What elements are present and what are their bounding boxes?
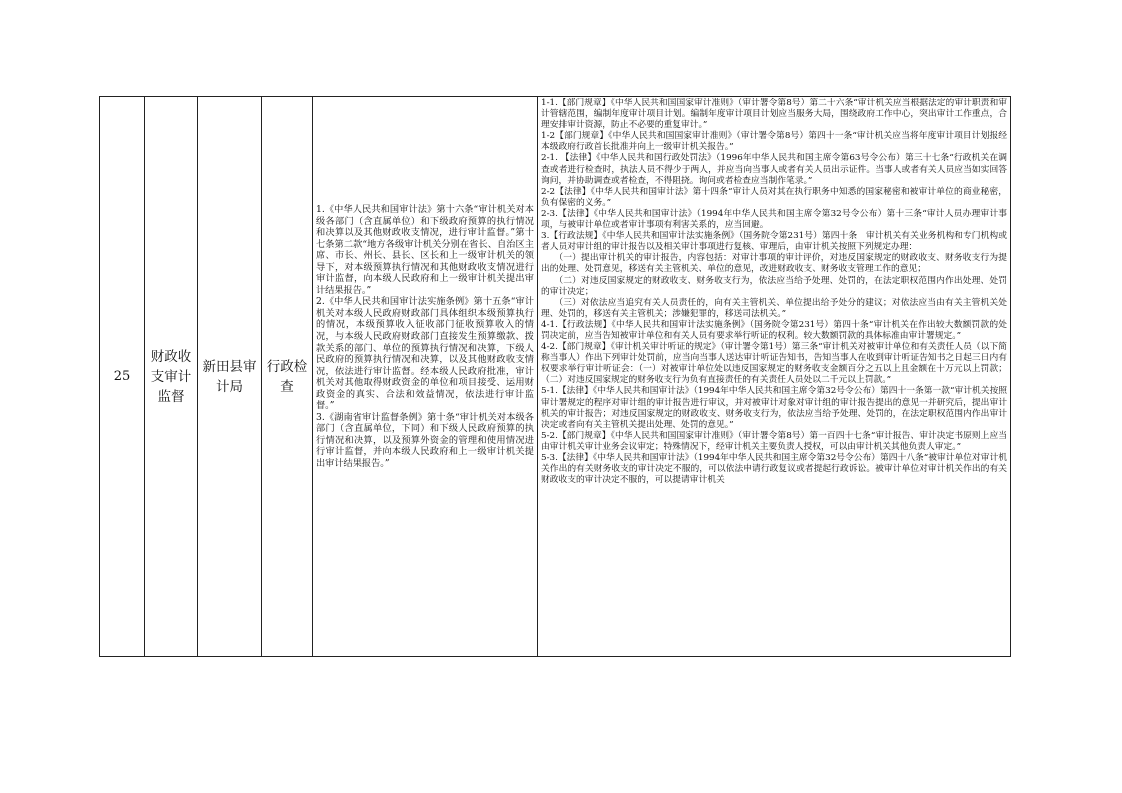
legal-basis-cell	[313, 97, 538, 656]
detail-paragraph: 2-3.【法律】《中华人民共和国审计法》（1994年中华人民共和国主席令第32号令公布）第十三条“审计人员办理审计事项，与被审计单位或者审计事项有利害关系的，应当回避。	[541, 208, 1007, 231]
detail-paragraph: 2-2【法律】《中华人民共和国审计法》第十四条“审计人员对其在执行职务中知悉的国家秘密和被审计单位的商业秘密，负有保密的义务。”	[541, 186, 1007, 208]
legal-basis-text	[316, 204, 534, 470]
detail-paragraph: 4-1.【行政法规】《中华人民共和国审计法实施条例》（国务院令第231号）第四十条“审计机关在作出较大数额罚款的处罚决定前，应当告知被审计单位和有关人员有要求举行听证的权利。较大数额罚款的具体标准由审计署规定。”	[541, 319, 1007, 341]
item-name: 财政收支审计监督	[150, 348, 192, 405]
sequence-number: 25	[113, 369, 131, 384]
item-name-cell	[145, 97, 198, 656]
table-row	[99, 96, 1011, 657]
detail-paragraph: 1-1.【部门规章】《中华人民共和国国家审计准则》（审计署令第8号）第二十六条“审计机关应当根据法定的审计职责和审计管辖范围，编制年度审计项目计划。编制年度审计项目计划应当服务大局，围绕政府工作中心，突出审计工作重点，合理安排审计资源，防止不必要的重复审计。”	[541, 98, 1007, 131]
item-type: 行政检查	[266, 358, 308, 395]
detail-paragraph: 5-3.【法律】《中华人民共和国审计法》（1994年中华人民共和国主席令第32号令公布）第四十八条“被审计单位对审计机关作出的有关财务收支的审计决定不服的，可以依法申请行政复议或者提起行政诉讼。被审计单位对审计机关作出的有关财政收支的审计决定不服的，可以提请审计机关	[541, 453, 1007, 486]
detail-paragraph: 5-2.【部门规章】《中华人民共和国国家审计准则》（审计署令第8号）第一百四十七条“审计报告、审计决定书原则上应当由审计机关审计业务会议审定；特殊情况下，经审计机关主要负责人授权，可以由审计机关其他负责人审定。”	[541, 430, 1007, 452]
detail-paragraph: 2-1. 【法律】《中华人民共和国行政处罚法》（1996年中华人民共和国主席令第63号令公布）第三十七条“行政机关在调查或者进行检查时，执法人员不得少于两人，并应当向当事人或者有关人员出示证件。当事人或者有关人员应当如实回答询问，并协助调查或者检查，不得阻挠。询问或者检查应当制作笔录。”	[541, 153, 1007, 186]
responsibility-text	[541, 98, 1007, 656]
detail-paragraph: （一）提出审计机关的审计报告，内容包括：对审计事项的审计评价，对违反国家规定的财政收支、财务收支行为提出的处理、处罚意见，移送有关主管机关、单位的意见，改进财政收支、财务收支管理工作的意见；	[541, 253, 1007, 275]
detail-paragraph: （三）对依法应当追究有关人员责任的，向有关主管机关、单位提出给予处分的建议；对依法应当由有关主管机关处理、处罚的，移送有关主管机关；涉嫌犯罪的，移送司法机关。”	[541, 297, 1007, 319]
type-cell	[262, 97, 313, 656]
legal-basis-paragraph: 2.《中华人民共和国审计法实施条例》第十五条“审计机关对本级人民政府财政部门具体组织本级预算执行的情况，本级预算收入征收部门征收预算收入的情况，与本级人民政府财政部门直接发生预算缴款、拨款关系的部门、单位的预算执行情况和决算，下级人民政府的预算执行情况和决算，以及其他财政收支情况，依法进行审计监督。经本级人民政府批准，审计机关对其他取得财政资金的单位和项目接受、运用财政资金的真实、合法和效益情况，依法进行审计监督。”	[316, 296, 534, 412]
detail-paragraph: 1-2【部门规章】《中华人民共和国国家审计准则》（审计署令第8号）第四十一条“审计机关应当将年度审计项目计划报经本级政府行政首长批准并向上一级审计机关报告。”	[541, 131, 1007, 153]
department-cell	[198, 97, 262, 656]
detail-paragraph: 5-1.【法律】《中华人民共和国审计法》（1994年中华人民共和国主席令第32号令公布）第四十一条第一款“审计机关按照审计署规定的程序对审计组的审计报告进行审议，并对被审计对象对审计组的审计报告提出的意见一并研究后，提出审计机关的审计报告；对违反国家规定的财政收支、财务收支行为，依法应当给予处理、处罚的，在法定职权范围内作出审计决定或者向有关主管机关提出处理、处罚的意见。”	[541, 386, 1007, 430]
department-name: 新田县审计局	[202, 358, 257, 395]
detail-paragraph: （二）对违反国家规定的财政收支、财务收支行为，依法应当给予处理、处罚的，在法定职权范围内作出处理、处罚的审计决定；	[541, 275, 1007, 297]
responsibility-cell	[538, 97, 1010, 656]
legal-basis-paragraph: 1.《中华人民共和国审计法》第十六条“审计机关对本级各部门（含直属单位）和下级政府预算的执行情况和决算以及其他财政收支情况，进行审计监督。”第十七条第二款“地方各级审计机关分别在省长、自治区主席、市长、州长、县长、区长和上一级审计机关的领导下，对本级预算执行情况和其他财政收支情况进行审计监督，向本级人民政府和上一级审计机关提出审计结果报告。”	[316, 204, 534, 296]
legal-basis-paragraph: 3.《湖南省审计监督条例》第十条“审计机关对本级各部门（含直属单位，下同）和下级人民政府预算的执行情况和决算，以及预算外资金的管理和使用情况进行审计监督，并向本级人民政府和上一级审计机关提出审计结果报告。”	[316, 411, 534, 470]
sequence-cell	[100, 97, 145, 656]
detail-paragraph: 3.【行政法规】《中华人民共和国审计法实施条例》（国务院令第231号）第四十条 审计机关有关业务机构和专门机构或者人员对审计组的审计报告以及相关审计事项进行复核、审理后，由审计机关按照下列规定办理：	[541, 231, 1007, 253]
detail-paragraph: 4-2.【部门规章】《审计机关审计听证的规定》（审计署令第1号）第三条“审计机关对被审计单位和有关责任人员（以下简称当事人）作出下列审计处罚前，应当向当事人送达审计听证告知书，告知当事人在收到审计听证告知书之日起三日内有权要求举行审计听证会：（一）对被审计单位处以违反国家规定的财务收支金额百分之五以上且金额在十万元以上罚款；（二）对违反国家规定的财务收支行为负有直接责任的有关责任人员处以二千元以上罚款。”	[541, 342, 1007, 386]
